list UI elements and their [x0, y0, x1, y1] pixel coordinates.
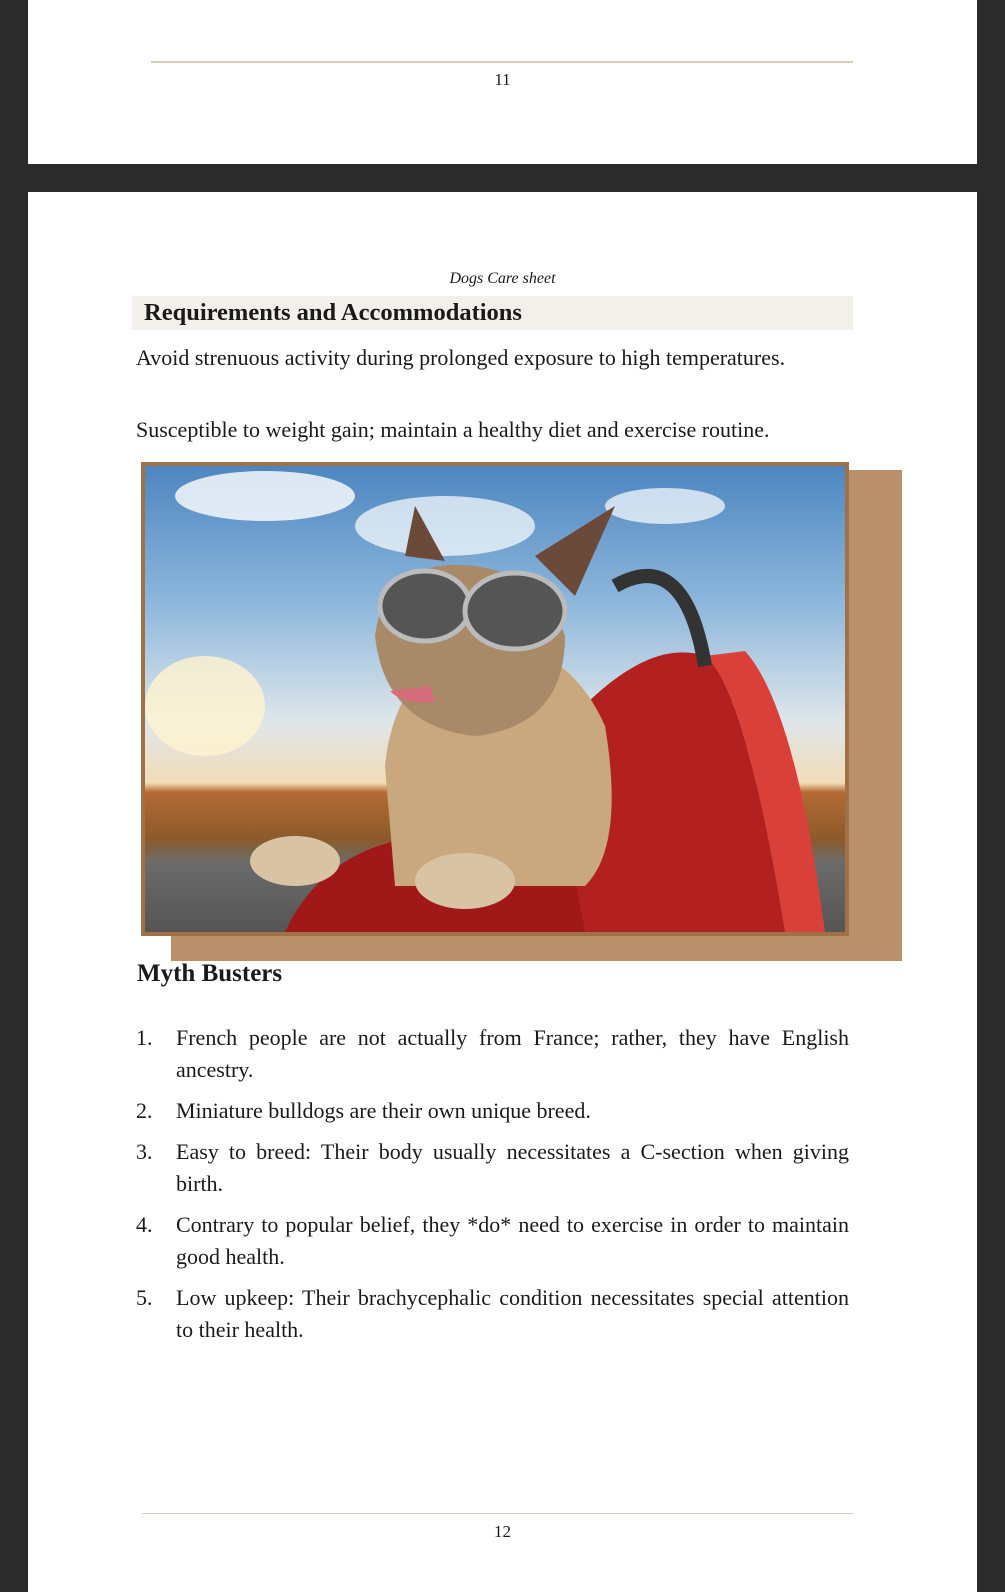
item-number: 2.: [136, 1098, 153, 1123]
page-number: 12: [494, 1522, 511, 1541]
item-text: Miniature bulldogs are their own unique breed.: [176, 1098, 591, 1123]
item-text: French people are not actually from France; rather, they have English ancestry.: [176, 1025, 849, 1082]
footer-rule: [151, 61, 853, 63]
item-number: 4.: [136, 1212, 153, 1237]
footer-rule: [142, 1513, 853, 1514]
list-item: [136, 1209, 849, 1273]
list-item: [136, 1136, 849, 1200]
list-item: [136, 1095, 849, 1127]
item-text: Easy to breed: Their body usually necessitates a C-section when giving birth.: [176, 1139, 849, 1196]
dog-photo: [141, 462, 849, 936]
item-text: Low upkeep: Their brachycephalic condition necessitates special attention to their health.: [176, 1285, 849, 1342]
previous-page: [28, 0, 977, 164]
section-title-band: [132, 296, 853, 330]
item-number: 1.: [136, 1025, 153, 1050]
item-text: Contrary to popular belief, they *do* need to exercise in order to maintain good health.: [176, 1212, 849, 1269]
item-number: 3.: [136, 1139, 153, 1164]
paragraph: Susceptible to weight gain; maintain a healthy diet and exercise routine.: [136, 417, 770, 442]
list-item: [136, 1022, 849, 1086]
section-title: Requirements and Accommodations: [144, 299, 522, 326]
page-number: 11: [494, 70, 511, 89]
paragraph: Avoid strenuous activity during prolonged exposure to high temperatures.: [136, 345, 786, 370]
myth-list: [136, 1022, 849, 1355]
figure: [141, 462, 861, 932]
running-header: Dogs Care sheet: [449, 270, 556, 287]
myth-busters-title: Myth Busters: [137, 960, 283, 987]
current-page: [28, 192, 977, 1592]
list-item: [136, 1282, 849, 1346]
item-number: 5.: [136, 1285, 153, 1310]
